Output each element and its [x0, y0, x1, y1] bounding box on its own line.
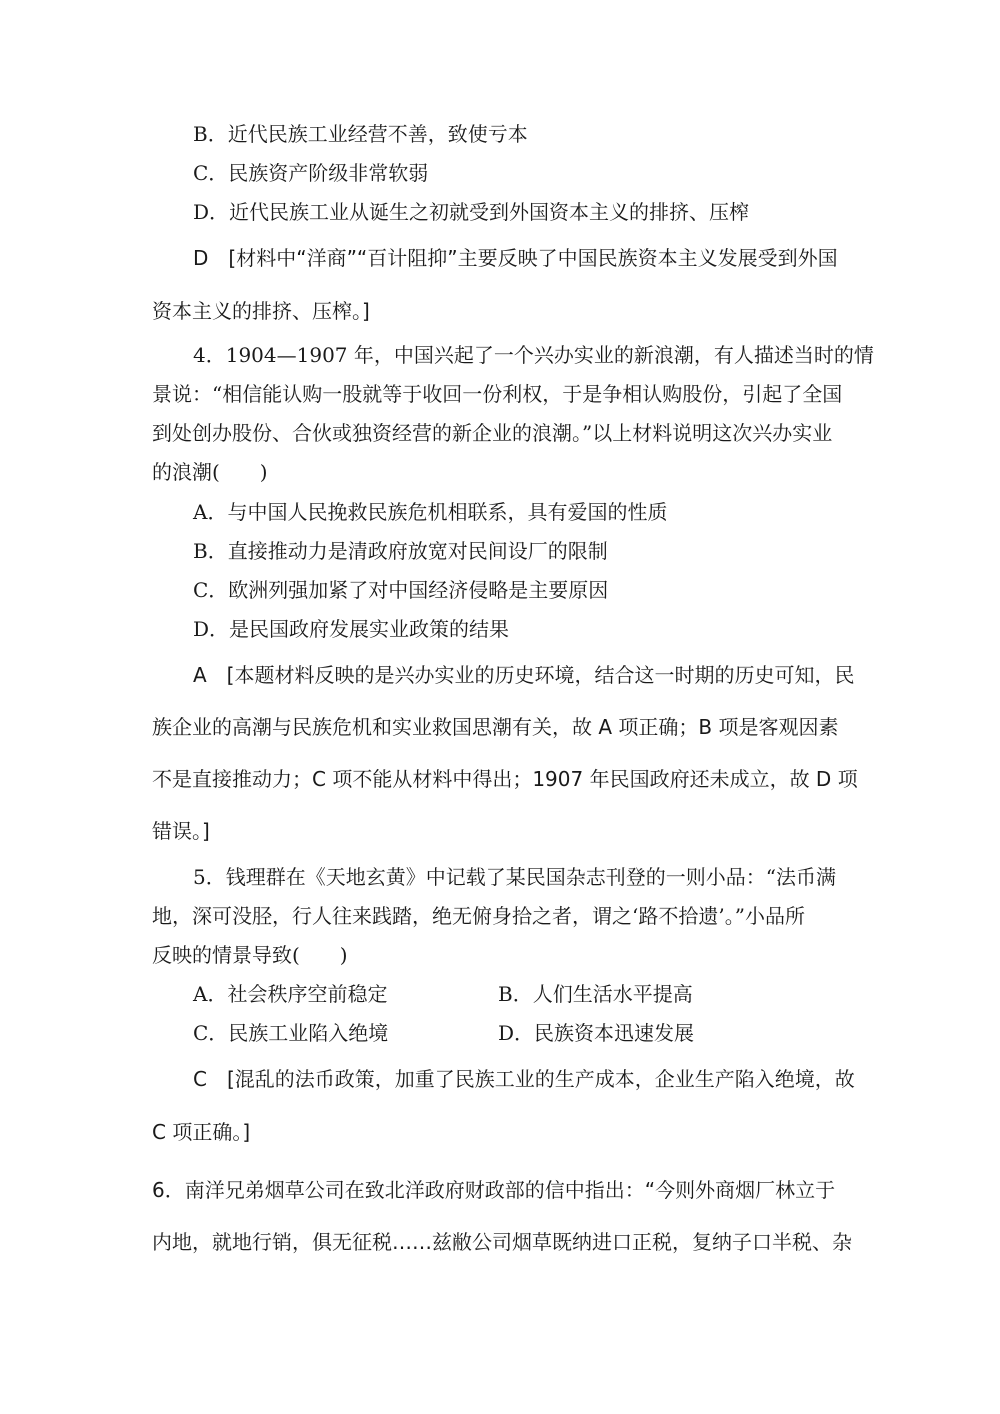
q4-answer-line-1: A [本题材料反映的是兴办实业的历史环境，结合这一时期的历史可知，民 [193, 663, 855, 687]
prev-option-d: D．近代民族工业从诞生之初就受到外国资本主义的排挤、压榨 [193, 200, 750, 224]
q6-stem-line-1: 6．南洋兄弟烟草公司在致北洋政府财政部的信中指出：“今则外商烟厂林立于 [152, 1178, 836, 1202]
q4-stem-line-4: 的浪潮( ) [152, 460, 268, 484]
prev-answer-line-2: 资本主义的排挤、压榨。] [152, 299, 370, 323]
q5-stem-line-1: 5．钱理群在《天地玄黄》中记载了某民国杂志刊登的一则小品：“法币满 [193, 865, 836, 889]
q5-option-a: A．社会秩序空前稳定 [193, 982, 388, 1006]
q4-stem-line-1: 4．1904—1907 年，中国兴起了一个兴办实业的新浪潮，有人描述当时的情 [193, 343, 874, 367]
q4-answer-line-4: 错误。] [152, 819, 210, 843]
q5-option-c: C．民族工业陷入绝境 [193, 1021, 389, 1045]
q4-answer-line-3: 不是直接推动力；C 项不能从材料中得出；1907 年民国政府还未成立，故 D 项 [152, 767, 858, 791]
q5-stem-line-2: 地，深可没胫，行人往来践踏，绝无俯身拾之者，谓之‘路不拾遗’。”小品所 [152, 904, 805, 928]
q4-option-d: D．是民国政府发展实业政策的结果 [193, 617, 510, 641]
q5-option-b: B．人们生活水平提高 [498, 982, 693, 1006]
q5-answer-line-2: C 项正确。] [152, 1120, 251, 1144]
q4-stem-line-2: 景说：“相信能认购一股就等于收回一份利权，于是争相认购股份，引起了全国 [152, 382, 843, 406]
q4-option-c: C．欧洲列强加紧了对中国经济侵略是主要原因 [193, 578, 609, 602]
prev-answer-line-1: D [材料中“洋商”“百计阻抑”主要反映了中国民族资本主义发展受到外国 [193, 246, 838, 270]
q5-stem-line-3: 反映的情景导致( ) [152, 943, 348, 967]
q6-stem-line-2: 内地，就地行销，俱无征税……兹敝公司烟草既纳进口正税，复纳子口半税、杂 [152, 1230, 852, 1254]
q5-answer-line-1: C [混乱的法币政策，加重了民族工业的生产成本，企业生产陷入绝境，故 [193, 1067, 855, 1091]
q4-option-a: A．与中国人民挽救民族危机相联系，具有爱国的性质 [193, 500, 668, 524]
q4-answer-line-2: 族企业的高潮与民族危机和实业救国思潮有关，故 A 项正确；B 项是客观因素 [152, 715, 839, 739]
q4-option-b: B．直接推动力是清政府放宽对民间设厂的限制 [193, 539, 608, 563]
q4-stem-line-3: 到处创办股份、合伙或独资经营的新企业的浪潮。”以上材料说明这次兴办实业 [152, 421, 833, 445]
prev-option-b: B．近代民族工业经营不善，致使亏本 [193, 122, 528, 146]
prev-option-c: C．民族资产阶级非常软弱 [193, 161, 429, 185]
q5-option-d: D．民族资本迅速发展 [498, 1021, 695, 1045]
